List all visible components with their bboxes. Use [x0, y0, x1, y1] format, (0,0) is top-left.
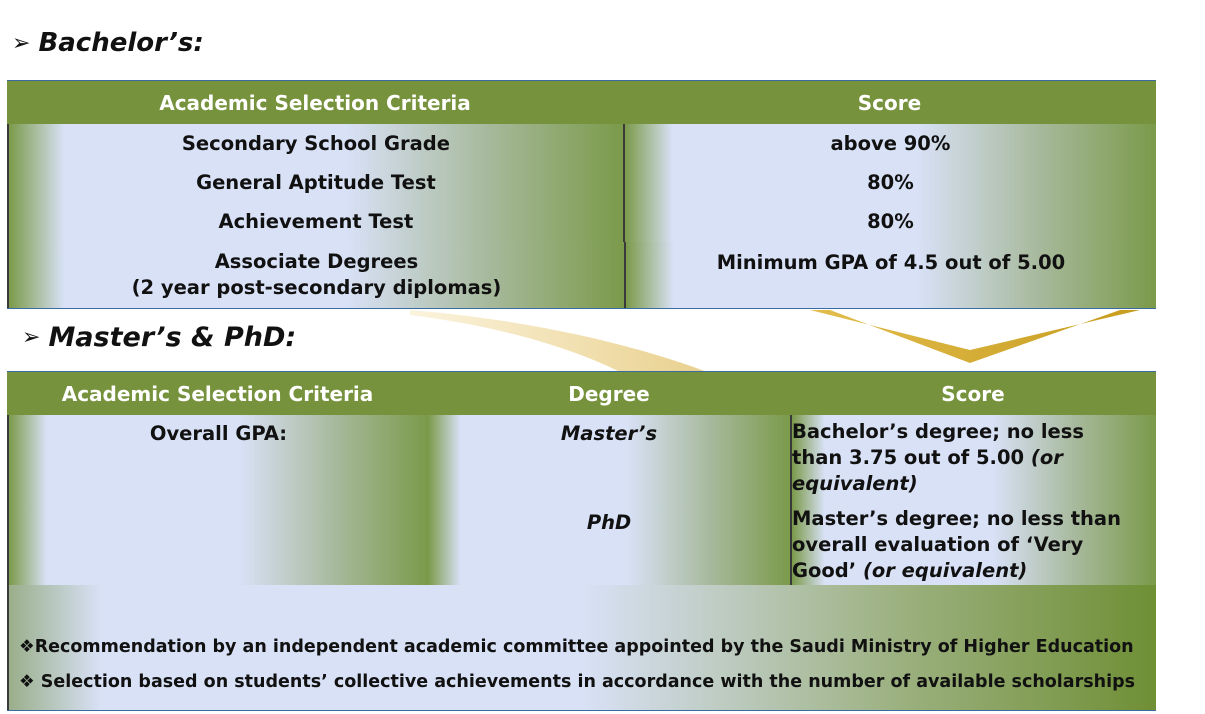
score-line: Bachelor’s degree; no less: [792, 420, 1084, 443]
graduate-heading: [22, 322, 296, 353]
table-row: [7, 124, 1156, 164]
degree-cell: PhD: [428, 504, 790, 585]
header-degree: Degree: [568, 381, 650, 406]
score-cell: Minimum GPA of 4.5 out of 5.00: [624, 242, 1156, 308]
score-italic: (or: [1030, 446, 1063, 469]
graduate-table: [7, 371, 1156, 711]
arrow-bullet-icon: ➢: [22, 325, 41, 350]
bachelor-heading-text: Bachelor’s:: [38, 28, 204, 58]
table-row: [7, 164, 1156, 202]
bachelor-table-header: [7, 81, 1156, 124]
bachelor-heading: [12, 28, 204, 58]
criteria-line: Associate Degrees: [214, 250, 419, 273]
degree-score-group: [428, 415, 1156, 585]
note-item: ❖Recommendation by an independent academic committee appointed by the Saudi Ministry of Higher Education: [19, 637, 1134, 657]
notes-section: [7, 585, 1156, 710]
score-cell: above 90%: [623, 124, 1156, 164]
bachelor-table: [7, 80, 1156, 309]
header-criteria: Academic Selection Criteria: [61, 381, 374, 406]
score-cell: 80%: [623, 164, 1156, 202]
decorative-arc: [380, 305, 1170, 377]
score-cell: [790, 504, 1156, 585]
graduate-table-header: [7, 372, 1156, 415]
score-line: [792, 558, 1027, 584]
criteria-cell: General Aptitude Test: [7, 164, 623, 202]
score-line: overall evaluation of ‘Very: [792, 533, 1084, 556]
criteria-cell: [7, 242, 624, 308]
score-line: Master’s degree; no less than: [792, 507, 1121, 530]
table-row: [428, 504, 1156, 585]
score-text: Good’: [792, 559, 863, 582]
note-item: ❖ Selection based on students’ collective achievements in accordance with the number of available scholarships: [19, 672, 1136, 692]
graduate-heading-text: Master’s & PhD:: [48, 322, 297, 353]
criteria-cell: Achievement Test: [7, 202, 623, 242]
table-row: [7, 202, 1156, 242]
score-cell: 80%: [623, 202, 1156, 242]
score-italic: (or equivalent): [862, 559, 1028, 582]
header-criteria: Academic Selection Criteria: [159, 90, 471, 115]
arrow-bullet-icon: ➢: [12, 30, 31, 56]
degree-cell: Master’s: [428, 415, 790, 504]
criteria-cell: Secondary School Grade: [7, 124, 623, 164]
score-text: than 3.75 out of 5.00: [792, 446, 1031, 469]
criteria-cell: Overall GPA:: [7, 415, 428, 585]
table-row: [428, 415, 1156, 504]
score-line: [792, 445, 1063, 471]
score-italic: equivalent): [792, 472, 918, 495]
criteria-line: (2 year post-secondary diplomas): [131, 276, 502, 299]
header-score: Score: [941, 381, 1005, 406]
header-score: Score: [857, 90, 922, 115]
graduate-body: [7, 415, 1156, 585]
table-row: [7, 242, 1156, 308]
score-cell: [790, 415, 1156, 504]
